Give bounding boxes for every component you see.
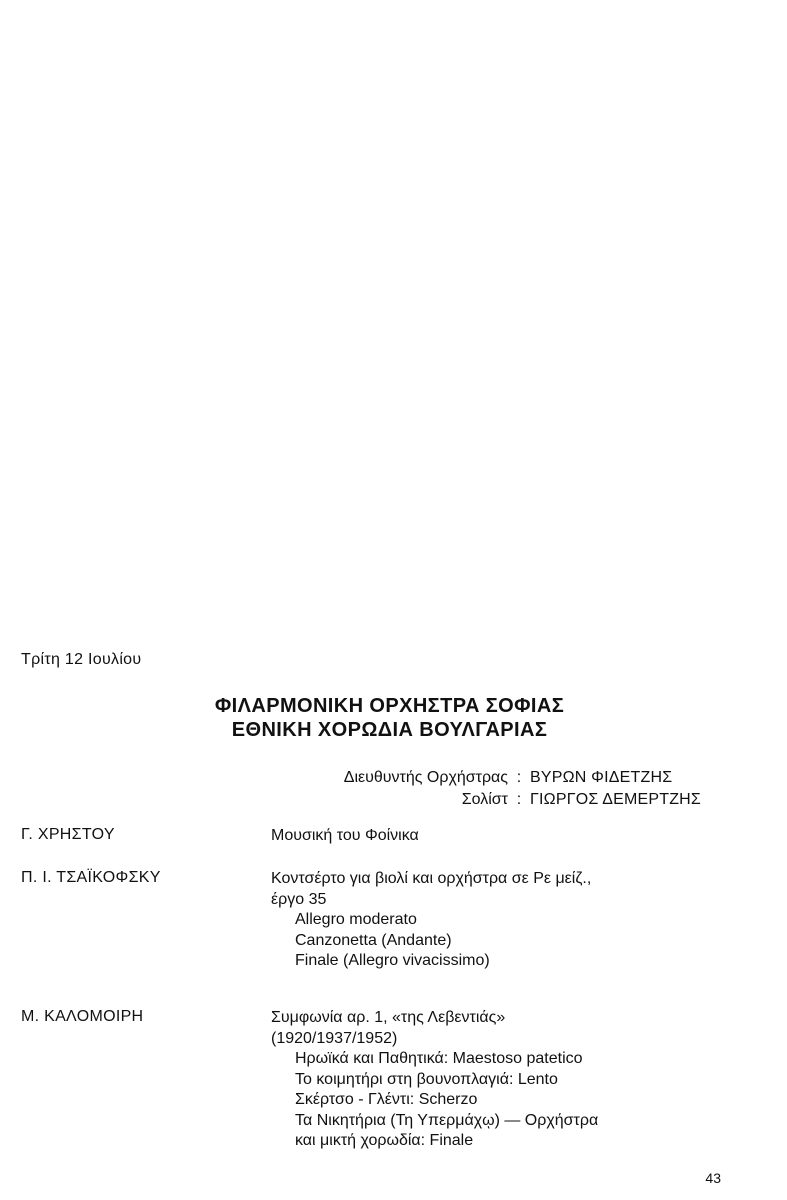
orchestra-title: ΦΙΛΑΡΜΟΝΙΚΗ ΟΡΧΗΣΤΡΑ ΣΟΦΙΑΣ: [214, 695, 565, 717]
movement: Το κοιμητήρι στη βουνοπλαγιά: Lento: [295, 1070, 558, 1088]
choir-title: ΕΘΝΙΚΗ ΧΟΡΩΔΙΑ ΒΟΥΛΓΑΡΙΑΣ: [231, 719, 548, 741]
credits-block: [344, 767, 727, 811]
movement: Allegro moderato: [295, 911, 417, 928]
page-number: 43: [705, 1170, 721, 1186]
credit-name: ΓΙΩΡΓΟΣ ΔΕΜΕΡΤΖΗΣ: [530, 791, 702, 808]
movement: και μικτή χορωδία: Finale: [295, 1132, 474, 1149]
composer-kalomiris: Μ. ΚΑΛΟΜΟΙΡΗ: [21, 1008, 144, 1025]
credit-soloist: [344, 789, 727, 811]
credit-conductor: [344, 767, 727, 789]
movement: Canzonetta (Andante): [295, 931, 452, 949]
work-title-line: (1920/1937/1952): [271, 1029, 398, 1047]
movement: Σκέρτσο - Γλέντι: Scherzo: [295, 1091, 478, 1108]
concert-date: Τρίτη 12 Ιουλίου: [21, 651, 142, 668]
work-kalomiris: [271, 1008, 751, 1152]
work-title-line: Κοντσέρτο για βιολί και ορχήστρα σε Ρε μείζ.,: [271, 870, 592, 887]
movement: Τα Νικητήρια (Τη Υπερμάχῳ) — Ορχήστρα: [295, 1111, 599, 1129]
credit-separator: :: [516, 791, 522, 808]
work-title-line: Συμφωνία αρ. 1, «της Λεβεντιάς»: [271, 1009, 506, 1026]
work-title-line: έργο 35: [271, 890, 327, 908]
work-title-line: Μουσική του Φοίνικα: [271, 827, 419, 844]
credit-name: ΒΥΡΩΝ ΦΙΔΕΤΖΗΣ: [530, 769, 673, 786]
credit-role: Διευθυντής Ορχήστρας: [343, 769, 508, 786]
movement: Ηρωϊκά και Παθητικά: Maestoso patetico: [295, 1050, 583, 1067]
credit-separator: :: [516, 769, 522, 786]
composer-tchaikovsky: Π. Ι. ΤΣΑΪΚΟΦΣΚΥ: [21, 869, 161, 886]
movement: Finale (Allegro vivacissimo): [295, 952, 490, 969]
composer-christou: Γ. ΧΡΗΣΤΟΥ: [21, 826, 115, 843]
title-block: [0, 694, 787, 742]
work-christou: [271, 826, 751, 847]
credit-role: Σολίστ: [461, 791, 508, 808]
work-tchaikovsky: [271, 869, 751, 972]
